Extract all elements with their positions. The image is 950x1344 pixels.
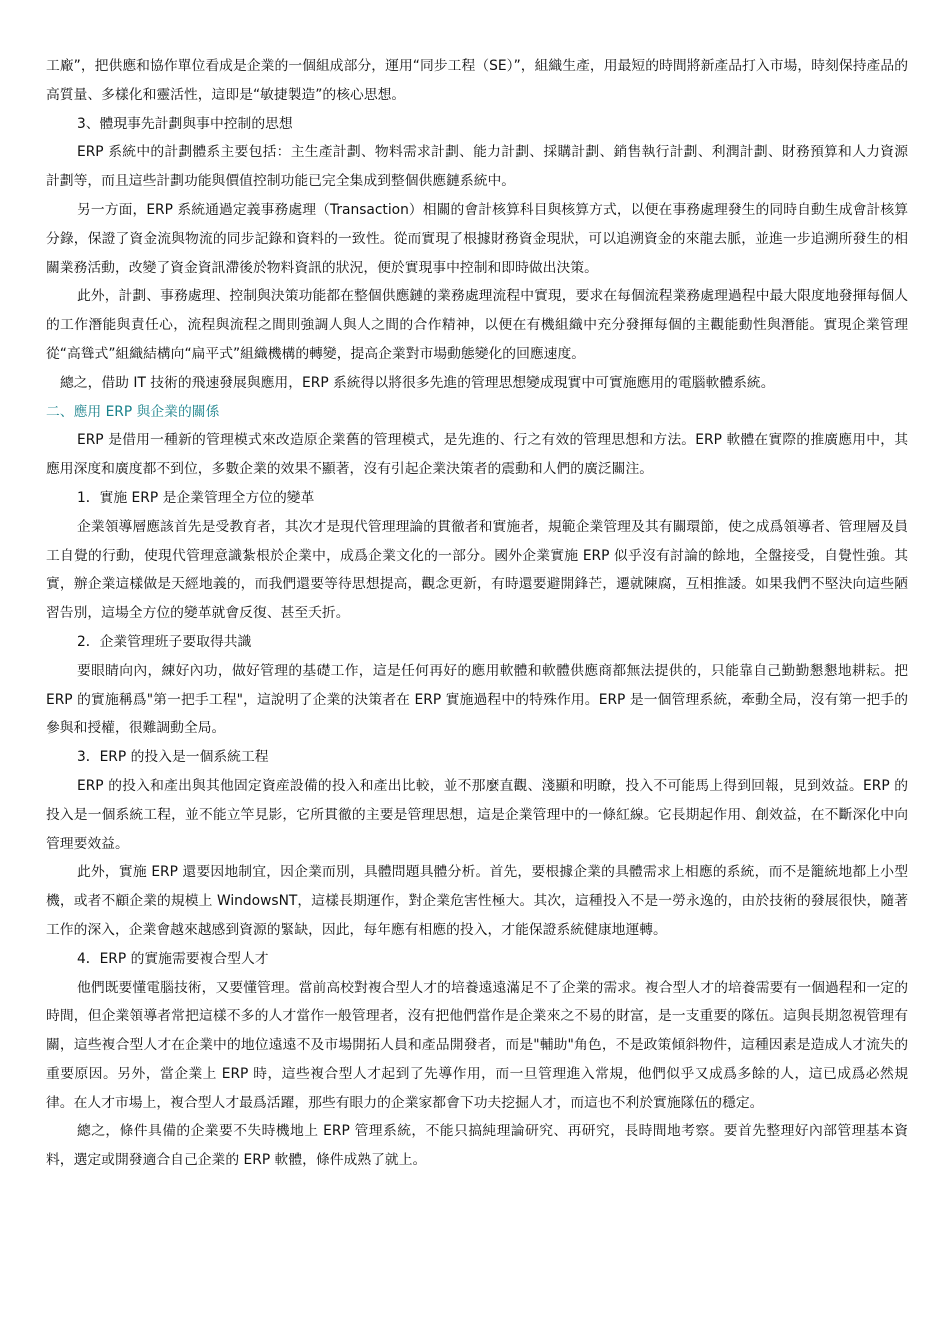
paragraph: 要眼睛向內，練好內功，做好管理的基礎工作，這是任何再好的應用軟體和軟體供應商都無法提供的，只能靠自己勤勤懇懇地耕耘。把 ERP 的實施稱爲"第一把手工程"，這說明了企業的決策者在 ERP 實施過程中的特殊作用。ERP 是一個管理系統，牽動全局，沒有第一把手的參與和授權，很難調動全局。 xyxy=(46,662,908,737)
paragraph: 總之，條件具備的企業要不失時機地上 ERP 管理系統，不能只搞純理論研究、再研究，長時間地考察。要首先整理好內部管理基本資料，選定或開發適合自己企業的 ERP 軟體，條件成熟了就上。 xyxy=(46,1123,908,1169)
paragraph: ERP 是借用一種新的管理模式來改造原企業舊的管理模式，是先進的、行之有效的管理思想和方法。ERP 軟體在實際的推廣應用中，其應用深度和廣度都不到位，多數企業的效果不顯著，沒有引起企業決策者的震動和人們的廣泛關注。 xyxy=(46,432,908,478)
subheading-1: 1．實施 ERP 是企業管理全方位的變革 xyxy=(77,489,315,506)
subheading-3: 3、體現事先計劃與事中控制的思想 xyxy=(77,115,293,132)
subheading-3: 3．ERP 的投入是一個系統工程 xyxy=(77,749,269,766)
summary-paragraph: 總之，借助 IT 技術的飛速發展與應用，ERP 系統得以將很多先進的管理思想變成現實中可實施應用的電腦軟體系統。 xyxy=(60,374,775,391)
paragraph: ERP 的投入和產出與其他固定資産設備的投入和產出比較，並不那麼直觀、淺顯和明瞭，投入不可能馬上得到回報，見到效益。ERP 的投入是一個系統工程，並不能立竿見影，它所貫徹的主要是管理思想，這是企業管理中的一條紅線。它長期起作用、創效益，在不斷深化中向管理要效益。 xyxy=(46,777,908,852)
document-page xyxy=(46,52,908,1175)
paragraph: 企業領導層應該首先是受教育者，其次才是現代管理理論的貫徹者和實施者，規範企業管理及其有關環節，使之成爲領導者、管理層及員工自覺的行動，使現代管理意識紮根於企業中，成爲企業文化的一部分。國外企業實施 ERP 似乎沒有討論的餘地，全盤接受，自覺性強。其實，辦企業這樣做是天經地義的，而我們還要等待思想提高，觀念更新，有時還要避開鋒芒，遷就陳腐，互相推諉。如果我們不堅決向這些陋習告別，這場全方位的變革就會反復、甚至夭折。 xyxy=(46,518,908,622)
paragraph: ERP 系統中的計劃體系主要包括：主生產計劃、物料需求計劃、能力計劃、採購計劃、銷售執行計劃、利潤計劃、財務預算和人力資源計劃等，而且這些計劃功能與價值控制功能已完全集成到整個供應鏈系統中。 xyxy=(46,144,908,190)
section-heading: 二、應用 ERP 與企業的關係 xyxy=(46,403,220,420)
paragraph: 此外，計劃、事務處理、控制與決策功能都在整個供應鏈的業務處理流程中實現，要求在每個流程業務處理過程中最大限度地發揮每個人的工作潛能與責任心，流程與流程之間則強調人與人之間的合作精神，以便在有機組織中充分發揮每個的主觀能動性與潛能。實現企業管理從“高聳式”組織結構向“扁平式”組織機構的轉變，提高企業對市場動態變化的回應速度。 xyxy=(46,288,908,362)
paragraph: 另一方面，ERP 系統通過定義事務處理（Transaction）相關的會計核算科目與核算方式，以便在事務處理發生的同時自動生成會計核算分錄，保證了資金流與物流的同步記錄和資料的一致性。從而實現了根據財務資金現狀，可以追溯資金的來龍去脈，並進一步追溯所發生的相關業務活動，改變了資金資訊滯後於物料資訊的狀況，便於實現事中控制和即時做出決策。 xyxy=(46,201,908,276)
paragraph-continuation: 工廠”，把供應和協作單位看成是企業的一個組成部分，運用“同步工程（SE）”，組織生產，用最短的時間將新產品打入市場，時刻保持產品的高質量、多樣化和靈活性，這即是“敏捷製造”的核心思想。 xyxy=(46,58,908,103)
subheading-2: 2．企業管理班子要取得共識 xyxy=(77,633,252,650)
paragraph: 此外，實施 ERP 還要因地制宜，因企業而別，具體問題具體分析。首先，要根據企業的具體需求上相應的系統，而不是籠統地都上小型機，或者不顧企業的規模上 WindowsNT，這樣長期運作，對企業危害性極大。其次，這種投入不是一勞永逸的，由於技術的發展很快，隨著工作的深入，企業會越來越感到資源的緊缺，因此，每年應有相應的投入，才能保證系統健康地運轉。 xyxy=(46,864,908,938)
paragraph: 他們既要懂電腦技術，又要懂管理。當前高校對複合型人才的培養遠遠滿足不了企業的需求。複合型人才的培養需要有一個過程和一定的時間，但企業領導者常把這樣不多的人才當作一般管理者，沒有把他們當作是企業來之不易的財富，是一支重要的隊伍。這與長期忽視管理有關，這些複合型人才在企業中的地位遠遠不及市場開拓人員和產品開發者，而是"輔助"角色，不是政策傾斜物件，這種因素是造成人才流失的重要原因。另外，當企業上 ERP 時，這些複合型人才起到了先導作用，而一旦管理進入常規，他們似乎又成爲多餘的人，這已成爲必然規律。在人才市場上，複合型人才最爲活躍，那些有眼力的企業家都會下功夫挖掘人才，而這也不利於實施隊伍的穩定。 xyxy=(46,979,908,1111)
subheading-4: 4．ERP 的實施需要複合型人才 xyxy=(77,950,269,967)
